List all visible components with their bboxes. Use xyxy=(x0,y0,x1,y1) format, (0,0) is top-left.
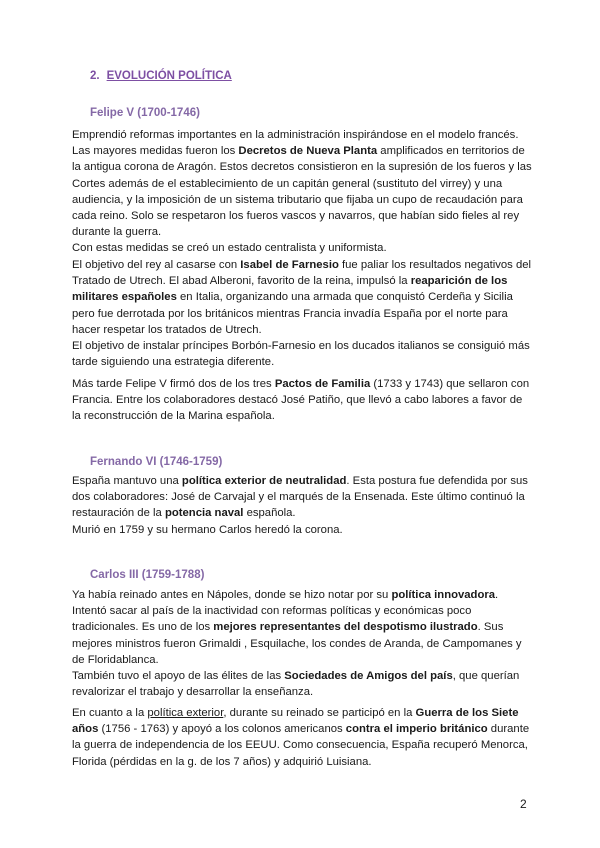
text: El objetivo del rey al casarse con xyxy=(72,259,241,271)
text: en Italia, organizando una armada que conquistó Cerdeña y Sicilia pero fue derrotada por los británicos mientras Francia invadía España por el norte para hacer respetar los tratados de Utrech. xyxy=(72,291,513,336)
text: amplificados en territorios de la antigua corona de Aragón. Estos decretos consistieron en la supresión de los fueros y las Cortes además de el establecimiento de un capitán general (sustituto del virrey) y una audiencia, y la imposición de un sistema tributario que fijaba un cupo de recaudación para cada reino. Solo se respetaron los fueros vascos y navarros, que habían sido fieles al rey durante la guerra. xyxy=(72,145,532,239)
bold-text: Decretos de Nueva Planta xyxy=(238,145,378,158)
bold-text: contra el imperio británico xyxy=(345,723,488,736)
text: . Intentó sacar al país de la inactividad con reformas políticas y económicas poco tradicionales. Es uno de los xyxy=(72,589,499,634)
paragraph-felipe-3 xyxy=(72,376,532,425)
heading-fernando-vi: Fernando VI (1746-1759) xyxy=(90,456,223,468)
text: . Sus mejores ministros fueron Grimaldi , Esquilache, los condes de Aranda, de Campomanes y de Floridablanca. xyxy=(72,621,522,666)
text: . Esta postura fue defendida por sus dos colaboradores: José de Carvajal y el marqués de la Ensenada. Este último continuó la restauración de la xyxy=(72,475,528,520)
text: Murió en 1759 y su hermano Carlos heredó la corona. xyxy=(72,523,343,536)
bold-text: Sociedades de Amigos del país xyxy=(284,670,453,683)
text: (1756 - 1763) y apoyó a los colonos americanos xyxy=(98,723,346,736)
text: Más tarde Felipe V firmó dos de los tres xyxy=(72,378,275,390)
bold-text: Guerra de los Siete años xyxy=(72,707,519,736)
underlined-text: política exterior xyxy=(147,707,224,719)
heading-felipe-v: Felipe V (1700-1746) xyxy=(90,107,200,119)
text: También tuvo el apoyo de las élites de las xyxy=(72,670,285,683)
paragraph-felipe-1 xyxy=(72,127,532,257)
bold-text: reaparición de los militares españoles xyxy=(72,275,508,304)
text: En cuanto a la xyxy=(72,707,148,719)
bold-text: Isabel de Farnesio xyxy=(240,259,339,271)
text: España mantuvo una xyxy=(72,475,182,487)
text: , que querían revalorizar el trabajo y desarrollar la enseñanza. xyxy=(72,670,520,699)
text: Con estas medidas se creó un estado centralista y uniformista. xyxy=(72,242,387,255)
text: fue paliar los resultados negativos del Tratado de Utrech. El abad Alberoni, favorito de la reina, impulsó la xyxy=(72,259,532,288)
paragraph-felipe-2 xyxy=(72,257,532,370)
paragraph-carlos-2 xyxy=(72,705,532,770)
paragraph-carlos-1 xyxy=(72,587,532,700)
text: Ya había reinado antes en Nápoles, donde se hizo notar por su xyxy=(72,589,392,601)
text: Emprendió reformas importantes en la administración inspirándose en el modelo francés. Las mayores medidas fueron los xyxy=(72,129,519,158)
section-number: 2. xyxy=(90,70,100,82)
text: , durante su reinado se participó en la xyxy=(223,707,416,719)
text: española. xyxy=(243,507,296,520)
paragraph-fernando-1 xyxy=(72,473,532,538)
page-number: 2 xyxy=(520,797,527,811)
text: (1733 y 1743) que sellaron con Francia. Entre los colaboradores destacó José Patiño, que llevó a cabo labores a favor de la reconstrucción de la Marina española. xyxy=(72,378,530,423)
bold-text: política exterior de neutralidad xyxy=(181,475,347,487)
bold-text: Pactos de Familia xyxy=(274,378,371,390)
section-title-text: EVOLUCIÓN POLÍTICA xyxy=(106,70,232,82)
section-title xyxy=(90,70,232,82)
bold-text: potencia naval xyxy=(164,507,244,520)
text: El objetivo de instalar príncipes Borbón-Farnesio en los ducados italianos se consiguió más tarde siguiendo una estrategia diferente. xyxy=(72,340,530,369)
text: durante la guerra de independencia de los EEUU. Como consecuencia, España recuperó Menorca, Florida (pérdidas en la g. de los 7 años) y adquirió Luisiana. xyxy=(72,723,530,768)
heading-carlos-iii: Carlos III (1759-1788) xyxy=(90,569,205,581)
bold-text: política innovadora xyxy=(391,589,496,601)
bold-text: mejores representantes del despotismo ilustrado xyxy=(213,621,478,634)
